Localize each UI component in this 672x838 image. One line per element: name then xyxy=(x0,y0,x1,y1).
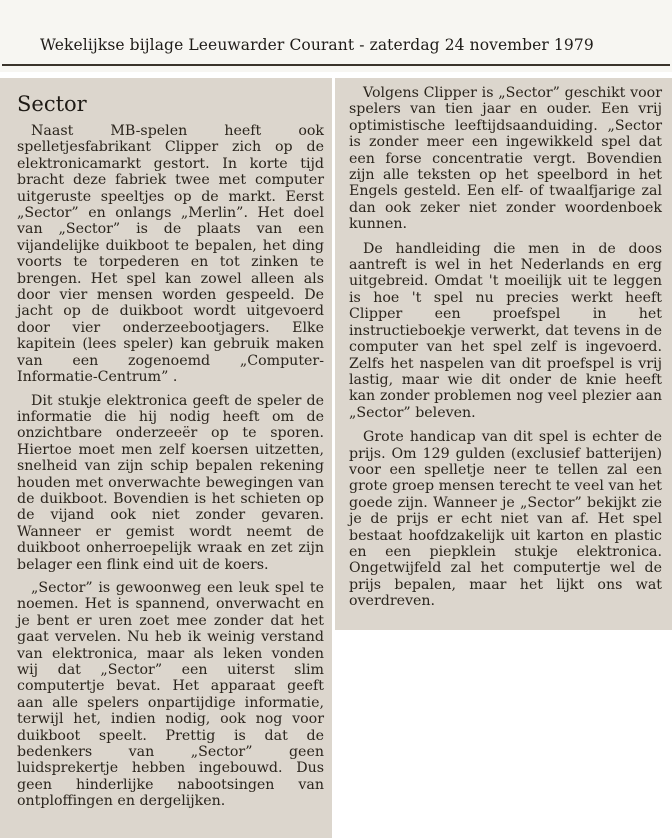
article-column-right xyxy=(335,78,672,630)
article-paragraph: De handleiding die men in de doos aantreft is wel in het Nederlands en erg uitgebreid. Omdat 't moeilijk uit te leggen is hoe 't spel nu precies werkt heeft Clipper een proefspel in het instructieboekje verwerkt, dat tevens in de computer van het spel zelf is ingevoerd. Zelfs het naspelen van dit proefspel is vrij lastig, maar wie dit onder de knie heeft kan zonder problemen nog veel plezier aan „Sector” beleven. xyxy=(349,240,662,421)
article-paragraph: „Sector” is gewoonweg een leuk spel te noemen. Het is spannend, onverwacht en je bent er uren zoet mee zonder dat het gaat vervelen. Nu heb ik weinig verstand van elektronica, maar als leken vonden wij dat „Sector” een uiterst slim computertje bevat. Het apparaat geeft aan alle spelers onpartijdige informatie, terwijl het, indien nodig, ook nog voor duikboot speelt. Prettig is dat de bedenkers van „Sector” geen luidsprekertje hebben ingebouwd. Dus geen hinderlijke nabootsingen van ontploffingen en dergelijken. xyxy=(17,579,324,810)
masthead-title: Wekelijkse bijlage Leeuwarder Courant - zaterdag 24 november 1979 xyxy=(40,36,594,54)
article-column-left xyxy=(0,78,332,838)
masthead xyxy=(0,0,672,72)
article-paragraph: Grote handicap van dit spel is echter de prijs. Om 129 gulden (exclusief batterijen) voor een spelletje neer te tellen zal een grote groep mensen terecht te veel van het goede zijn. Wanneer je „Sector” bekijkt zie je de prijs er echt niet van af. Het spel bestaat hoofdzakelijk uit karton en plastic en een piepklein stukje elektronica. Ongetwijfeld zal het computertje wel de prijs bepalen, maar het lijkt ons wat overdreven. xyxy=(349,429,662,610)
article-paragraph: Dit stukje elektronica geeft de speler de informatie die hij nodig heeft om de onzichtbare onderzeeër op te sporen. Hiertoe moet men zelf koersen uitzetten, snelheid van zijn schip bepalen rekening houden met onverwachte bewegingen van de duikboot. Bovendien is het schieten op de vijand ook niet zonder gevaren. Wanneer er gemist wordt neemt de duikboot onherroepelijk wraak en zet zijn belager een flink eind uit de koers. xyxy=(17,392,324,573)
article-paragraph: Volgens Clipper is „Sector” geschikt voor spelers van tien jaar en ouder. Een vrij optimistische leeftijdsaanduiding. „Sector is zonder meer een ingewikkeld spel dat een forse concentratie vergt. Bovendien zijn alle teksten op het speelbord in het Engels gesteld. Een elf- of twaalfjarige zal dan ook zeker niet zonder woordenboek kunnen. xyxy=(349,85,662,233)
article-paragraph: Naast MB-spelen heeft ook spelletjesfabrikant Clipper zich op de elektronicamarkt gestort. In korte tijd bracht deze fabriek twee met computer uitgeruste speeltjes op de markt. Eerst „Sector” en onlangs „Merlin”. Het doel van „Sector” is de plaats van een vijandelijke duikboot te bepalen, het ding voorts te torpederen en tot zinken te brengen. Het spel kan zowel alleen als door vier mensen worden gespeeld. De jacht op de duikboot wordt uitgevoerd door vier onderzeebootjagers. Elke kapitein (lees speler) kan gebruik maken van een zogenoemd „Computer-Informatie-Centrum” . xyxy=(17,123,324,386)
article-headline: Sector xyxy=(17,92,87,116)
masthead-rule xyxy=(2,64,670,66)
